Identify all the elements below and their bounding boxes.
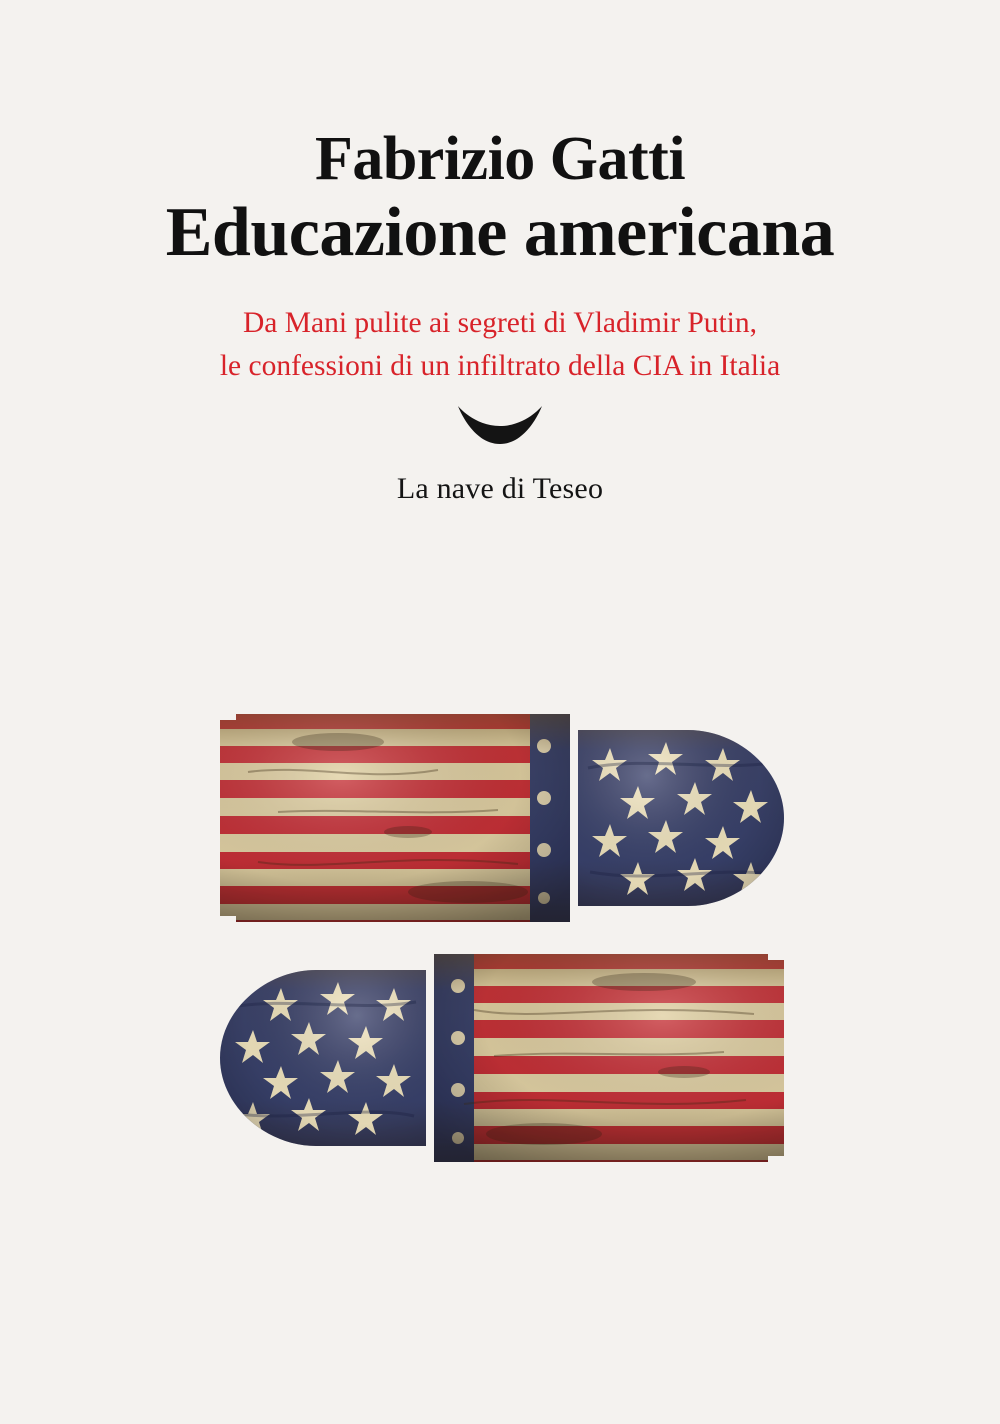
book-subtitle: [0, 302, 1000, 389]
book-title: Educazione americana: [165, 194, 835, 271]
smile-crescent-icon: [0, 400, 1000, 446]
two-bullets-usa-flag-illustration: [0, 690, 1000, 1210]
bullet-upper: [218, 712, 790, 924]
publisher-block: [0, 400, 1000, 506]
publisher-name: La nave di Teseo: [396, 472, 604, 505]
bullet-lower: [214, 952, 786, 1164]
author-name: Fabrizio Gatti: [314, 125, 686, 193]
subtitle-line-2: le confessioni di un infiltrato della CIA in Italia: [219, 350, 781, 383]
cover-text-block: [0, 125, 1000, 389]
subtitle-line-1: Da Mani pulite ai segreti di Vladimir Putin,: [243, 307, 757, 339]
